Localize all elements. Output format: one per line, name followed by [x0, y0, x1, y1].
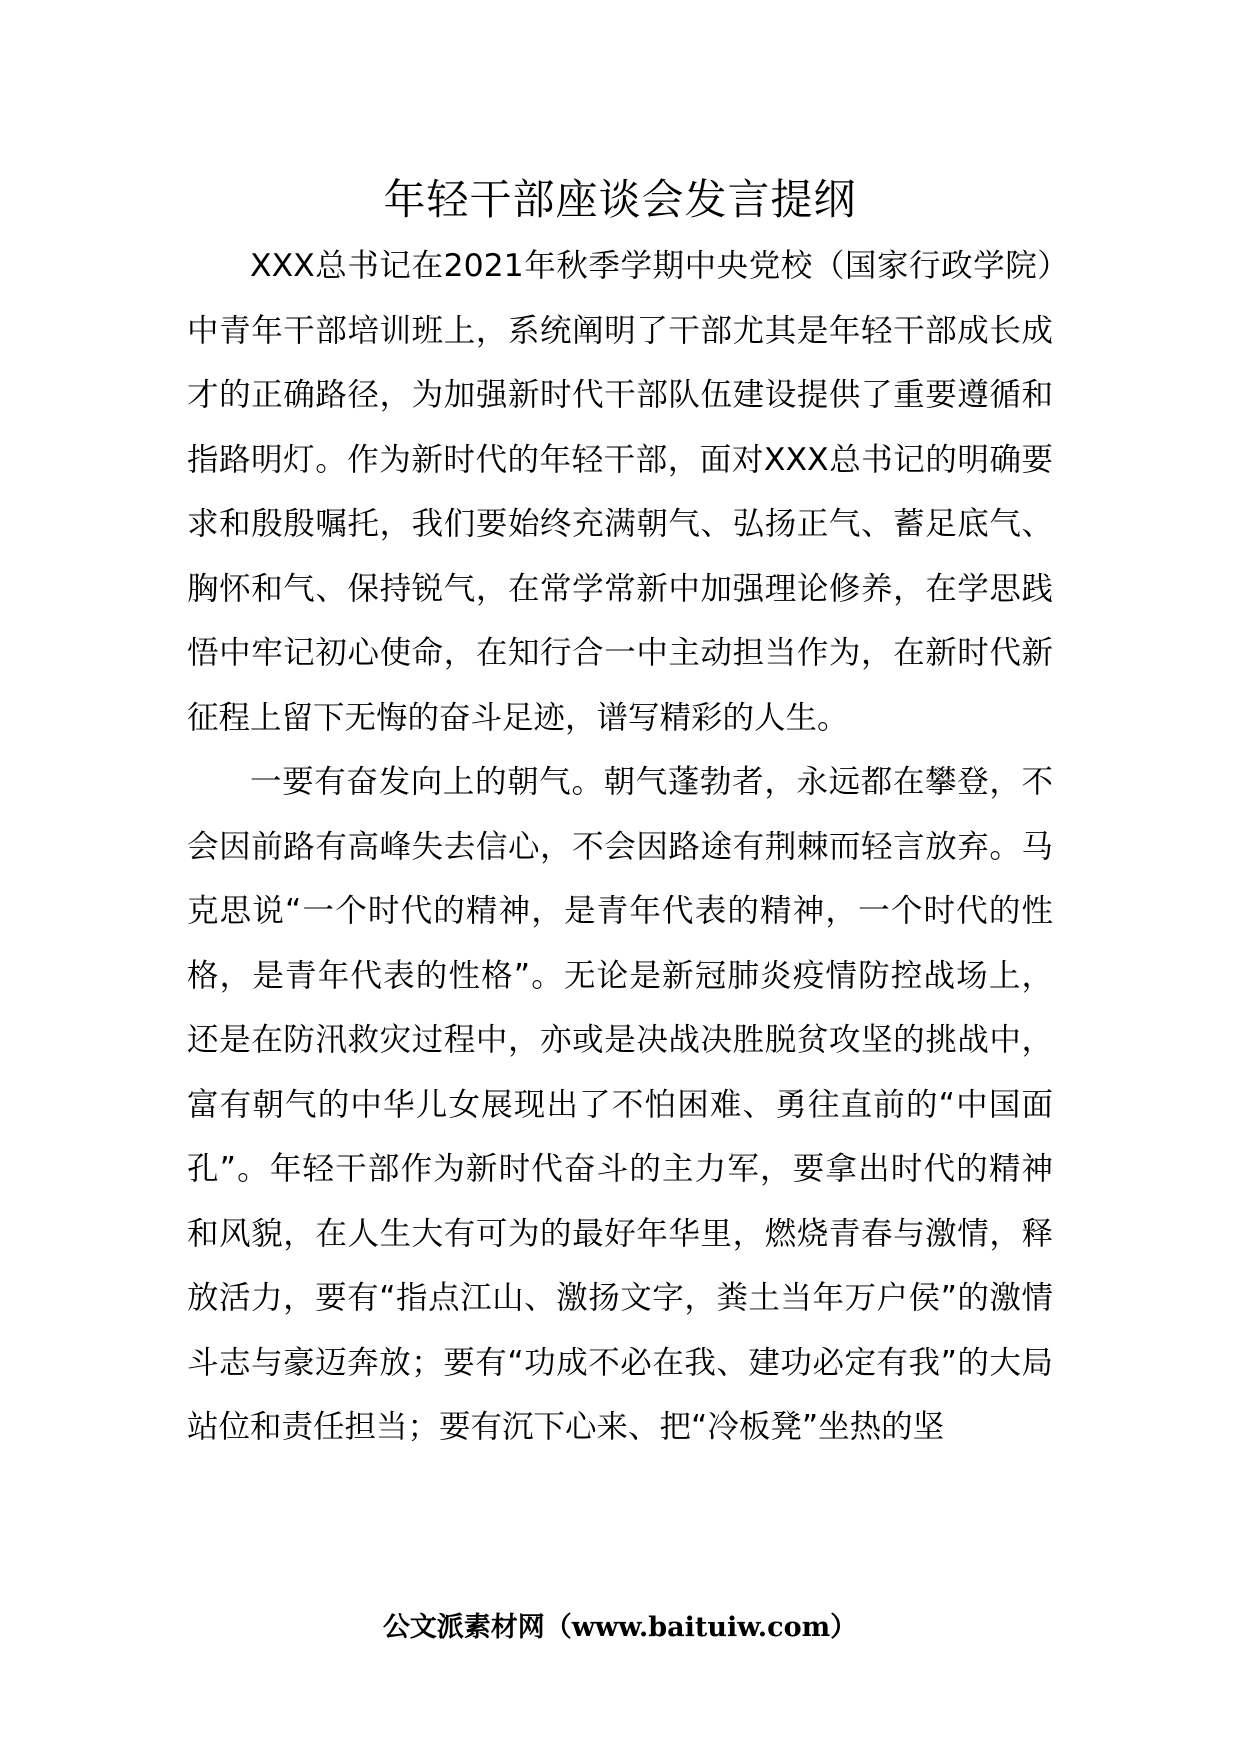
page-title: 年轻干部座谈会发言提纲 — [383, 175, 857, 224]
document-body — [187, 234, 1053, 1460]
paragraph-intro: XXX总书记在2021年秋季学期中央党校（国家行政学院）中青年干部培训班上，系统阐明了干部尤其是年轻干部成长成才的正确路径，为加强新时代干部队伍建设提供了重要遵循和指路明灯。作为新时代的年轻干部，面对XXX总书记的明确要求和殷殷嘱托，我们要始终充满朝气、弘扬正气、蓄足底气、胸怀和气、保持锐气，在常学常新中加强理论修养，在学思践悟中牢记初心使命，在知行合一中主动担当作为，在新时代新征程上留下无悔的奋斗足迹，谱写精彩的人生。 — [187, 248, 1053, 736]
footer-watermark: 公文派素材网（www.baituiw.com） — [382, 1612, 858, 1643]
paragraph-point-one: 一要有奋发向上的朝气。朝气蓬勃者，永远都在攀登，不会因前路有高峰失去信心，不会因路途有荆棘而轻言放弃。马克思说“一个时代的精神，是青年代表的精神，一个时代的性格，是青年代表的性格”。无论是新冠肺炎疫情防控战场上，还是在防汛救灾过程中，亦或是决战决胜脱贫攻坚的挑战中，富有朝气的中华儿女展现出了不怕困难、勇往直前的“中国面孔”。年轻干部作为新时代奋斗的主力军，要拿出时代的精神和风貌，在人生大有可为的最好年华里，燃烧青春与激情，释放活力，要有“指点江山、激扬文字，粪土当年万户侯”的激情斗志与豪迈奔放；要有“功成不必在我、建功必定有我”的大局站位和责任担当；要有沉下心来、把“冷板凳”坐热的坚 — [187, 764, 1053, 1445]
